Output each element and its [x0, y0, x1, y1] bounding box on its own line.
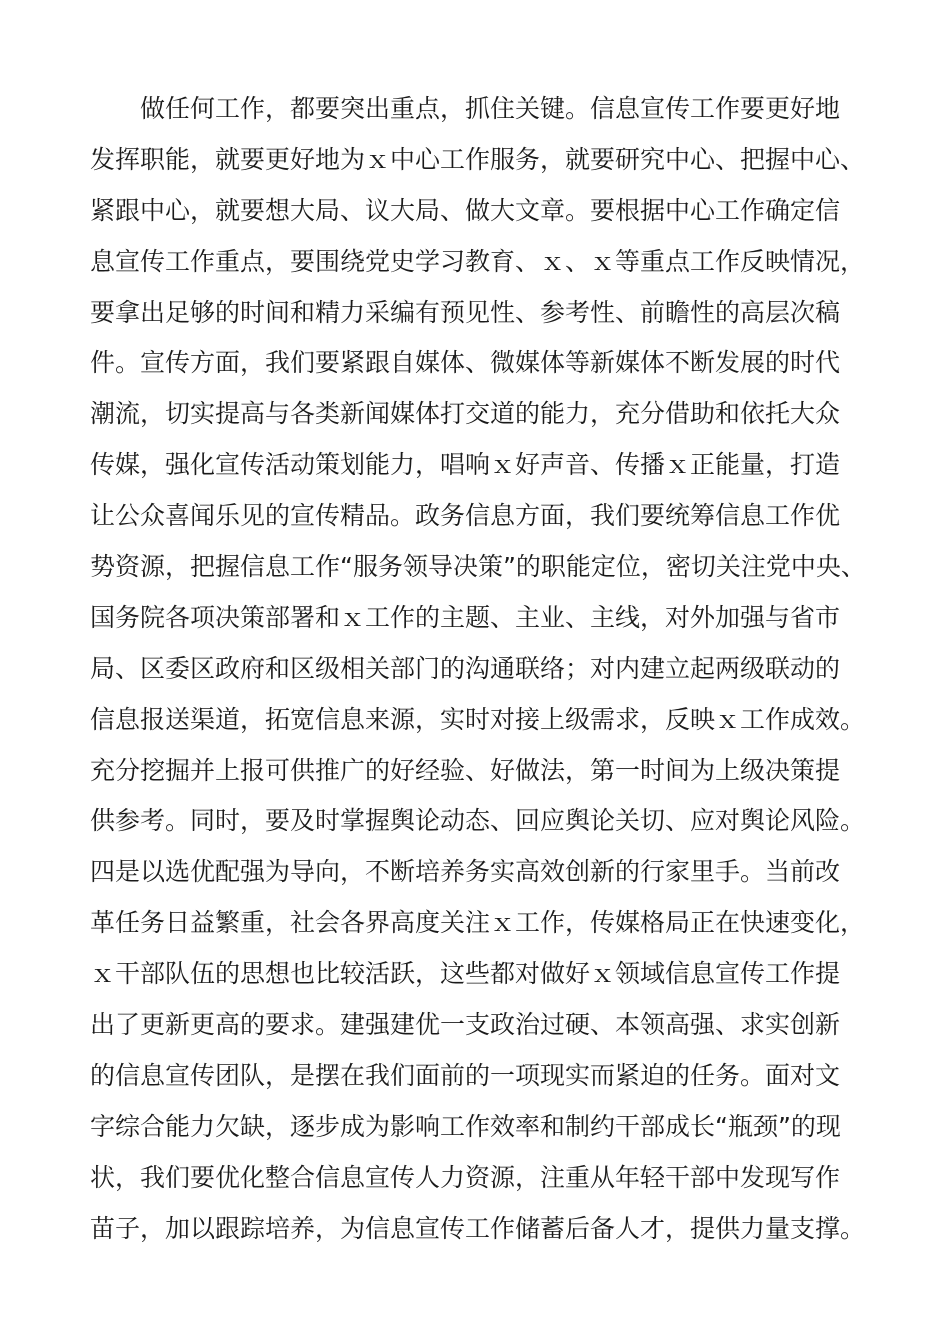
- text-line: 传媒，强化宣传活动策划能力，唱响ｘ好声音、传播ｘ正能量，打造: [90, 450, 841, 480]
- text-line: 潮流，切实提高与各类新闻媒体打交道的能力，充分借助和依托大众: [90, 399, 841, 429]
- text-line: 国务院各项决策部署和ｘ工作的主题、主业、主线，对外加强与省市: [90, 602, 841, 632]
- text-line: 出了更新更高的要求。建强建优一支政治过硬、本领高强、求实创新: [90, 1010, 841, 1040]
- text-line: 四是以选优配强为导向，不断培养务实高效创新的行家里手。当前改: [90, 857, 841, 887]
- text-line: 信息报送渠道，拓宽信息来源，实时对接上级需求，反映ｘ工作成效。: [90, 704, 866, 734]
- text-line: 的信息宣传团队，是摆在我们面前的一项现实而紧迫的任务。面对文: [90, 1060, 841, 1090]
- text-line: 让公众喜闻乐见的宣传精品。政务信息方面，我们要统筹信息工作优: [90, 501, 841, 531]
- body-paragraph: [90, 84, 890, 1254]
- text-line: ｘ干部队伍的思想也比较活跃，这些都对做好ｘ领域信息宣传工作提: [90, 959, 841, 989]
- text-line: 革任务日益繁重，社会各界高度关注ｘ工作，传媒格局正在快速变化，: [90, 908, 866, 938]
- text-line: 紧跟中心，就要想大局、议大局、做大文章。要根据中心工作确定信: [90, 195, 841, 225]
- text-line: 字综合能力欠缺，逐步成为影响工作效率和制约干部成长“瓶颈”的现: [90, 1111, 841, 1141]
- text-line: 充分挖掘并上报可供推广的好经验、好做法，第一时间为上级决策提: [90, 755, 841, 785]
- text-line: 件。宣传方面，我们要紧跟自媒体、微媒体等新媒体不断发展的时代: [90, 348, 841, 378]
- text-line: 苗子，加以跟踪培养，为信息宣传工作储蓄后备人才，提供力量支撑。: [90, 1213, 866, 1243]
- text-line: 局、区委区政府和区级相关部门的沟通联络；对内建立起两级联动的: [90, 653, 841, 683]
- text-line: 做任何工作，都要突出重点，抓住关键。信息宣传工作要更好地: [140, 94, 841, 123]
- text-line: 发挥职能，就要更好地为ｘ中心工作服务，就要研究中心、把握中心、: [90, 144, 866, 174]
- text-line: 要拿出足够的时间和精力采编有预见性、参考性、前瞻性的高层次稿: [90, 297, 841, 327]
- text-line: 状，我们要优化整合信息宣传人力资源，注重从年轻干部中发现写作: [90, 1162, 841, 1192]
- text-line: 势资源，把握信息工作“服务领导决策”的职能定位，密切关注党中央、: [90, 552, 866, 582]
- text-line: 息宣传工作重点，要围绕党史学习教育、ｘ、ｘ等重点工作反映情况，: [90, 246, 866, 276]
- text-line: 供参考。同时，要及时掌握舆论动态、回应舆论关切、应对舆论风险。: [90, 806, 866, 836]
